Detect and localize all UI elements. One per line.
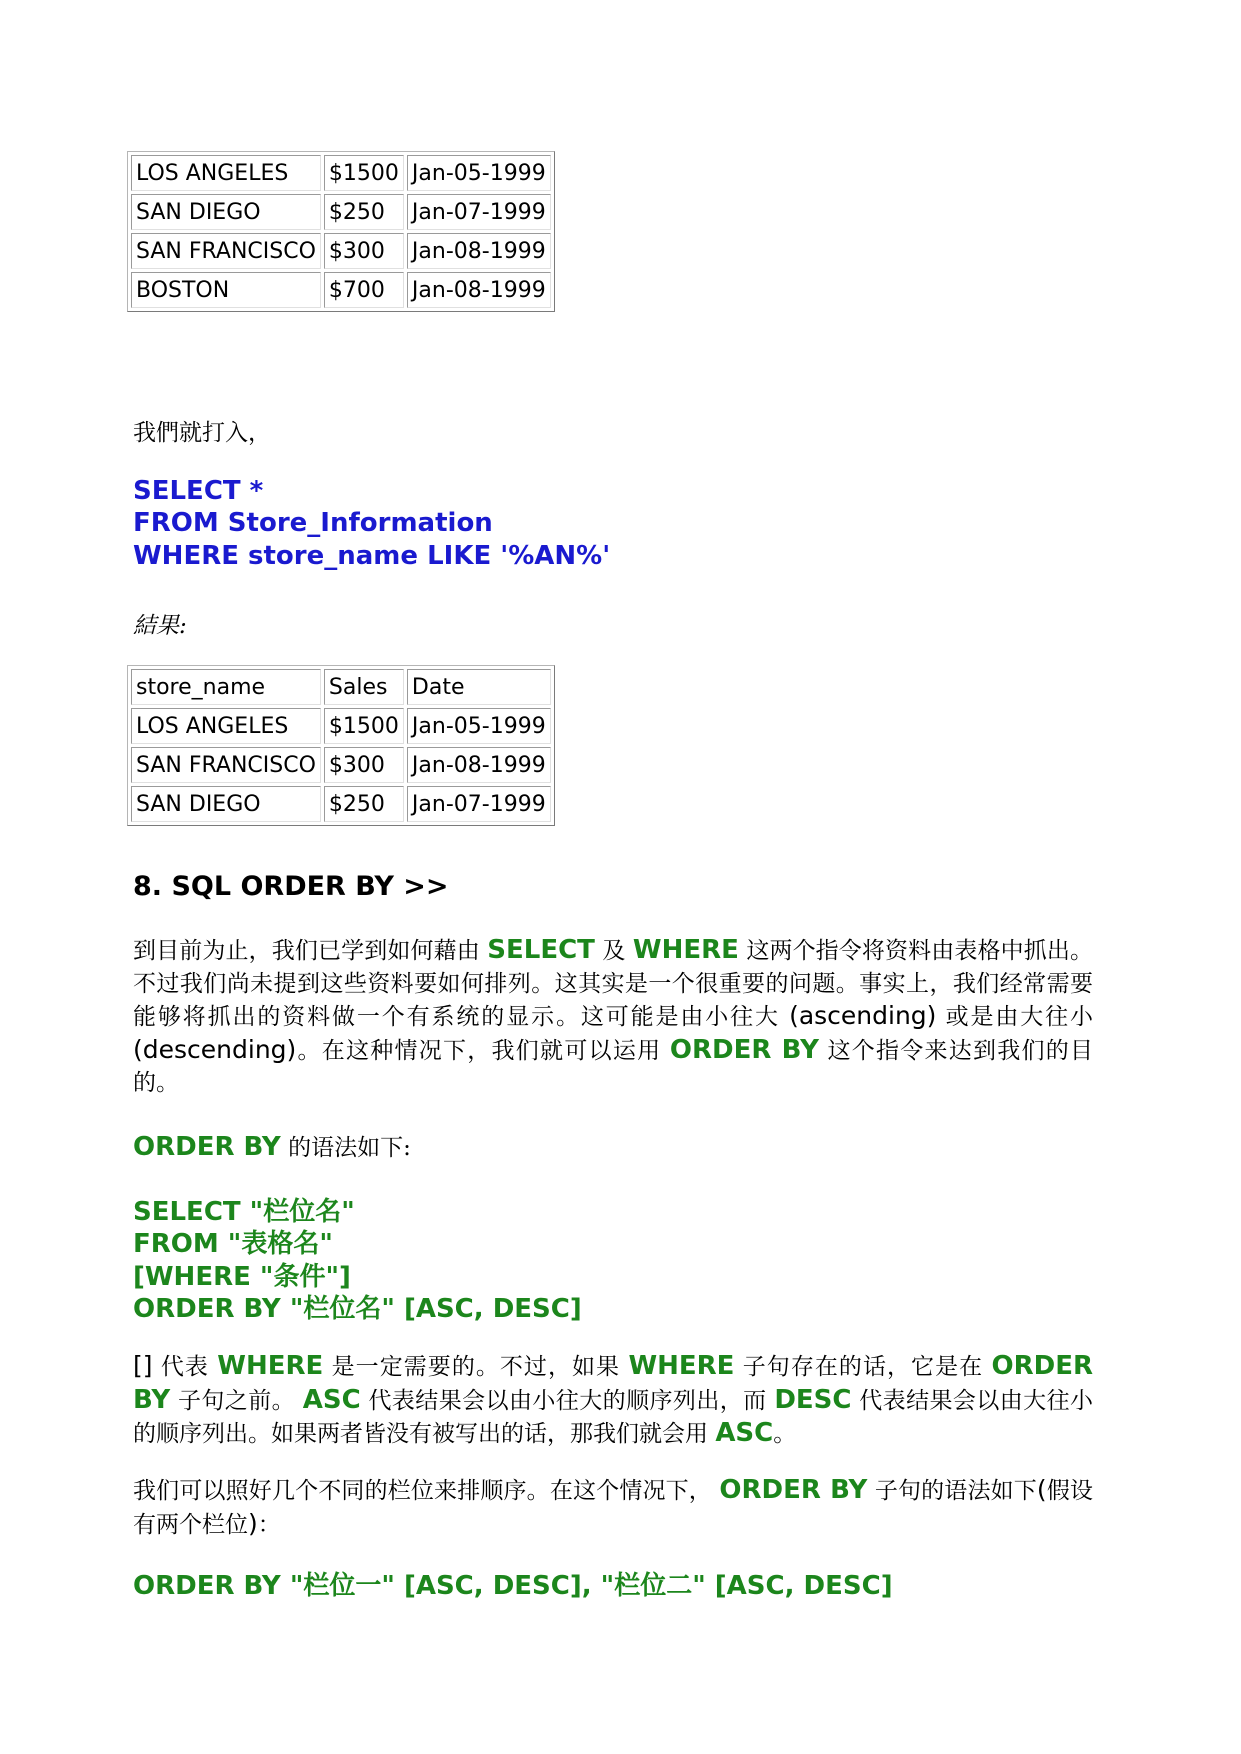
result-table <box>127 665 555 826</box>
table-cell: SAN DIEGO <box>131 786 321 822</box>
table-cell: Jan-07-1999 <box>407 194 551 230</box>
table-cell: $1500 <box>324 708 404 744</box>
table-row <box>131 272 551 308</box>
table-cell: Jan-05-1999 <box>407 708 551 744</box>
keyword: WHERE <box>217 1351 324 1381</box>
text: 及 <box>594 938 633 964</box>
text: ( <box>1036 1475 1047 1504</box>
table-cell: SAN FRANCISCO <box>131 233 321 269</box>
table-cell: $300 <box>324 233 404 269</box>
syntax-line-1: SELECT "栏位名" <box>133 1197 355 1227</box>
section-heading: 8. SQL ORDER BY >> <box>133 871 449 902</box>
keyword: DESC <box>774 1384 852 1415</box>
table-row <box>131 786 551 822</box>
intro-text: 我們就打入， <box>133 420 271 446</box>
keyword: ORDER BY <box>719 1475 868 1505</box>
syntax-intro <box>133 1129 411 1162</box>
table-cell: Jan-07-1999 <box>407 786 551 822</box>
table-row <box>131 194 551 230</box>
table-cell: Jan-08-1999 <box>407 272 551 308</box>
table-header-cell: Date <box>407 669 551 705</box>
paragraph-1 <box>133 934 1093 1100</box>
text: 。在这种情况下，我们就可以运用 <box>296 1037 670 1064</box>
table-cell: $700 <box>324 272 404 308</box>
text: 这个指令来达到我们的目的。 <box>133 1037 1093 1096</box>
table-cell: $1500 <box>324 155 404 191</box>
text: [] <box>133 1351 153 1380</box>
keyword: SELECT <box>487 935 595 965</box>
result-label: 結果: <box>133 613 187 639</box>
text: 是一定需要的。不过，如果 <box>323 1354 629 1380</box>
text: 或是由大往小 <box>936 1004 1094 1030</box>
text: ) <box>248 1508 258 1538</box>
query-line-2: FROM Store_Information <box>133 508 493 538</box>
paragraph-2 <box>133 1350 1093 1451</box>
table-cell: BOSTON <box>131 272 321 308</box>
text: ： <box>257 1511 281 1538</box>
table-row <box>131 708 551 744</box>
text: 。 <box>773 1421 797 1447</box>
table-cell: LOS ANGELES <box>131 155 321 191</box>
syntax-line-4: ORDER BY "栏位名" [ASC, DESC] <box>133 1294 582 1324</box>
text: 子句之前。 <box>170 1387 303 1414</box>
keyword: WHERE <box>632 935 739 965</box>
table-cell: $250 <box>324 194 404 230</box>
text: (descending) <box>133 1034 297 1064</box>
table-cell: $300 <box>324 747 404 783</box>
table-cell: Jan-08-1999 <box>407 233 551 269</box>
keyword: ASC <box>715 1418 774 1448</box>
table-cell: Jan-05-1999 <box>407 155 551 191</box>
syntax-line-2: FROM "表格名" <box>133 1229 333 1259</box>
keyword: ORDER BY <box>133 1132 281 1162</box>
table-row <box>131 747 551 783</box>
query-line-1: SELECT * <box>133 476 264 506</box>
text: 假设有两个栏位 <box>133 1478 1094 1538</box>
keyword: ORDER BY <box>133 1351 1094 1415</box>
store-table <box>127 151 555 312</box>
table-cell: Jan-08-1999 <box>407 747 551 783</box>
keyword: ORDER BY <box>669 1034 819 1065</box>
table-cell: SAN DIEGO <box>131 194 321 230</box>
paragraph-3 <box>133 1474 1093 1541</box>
text: 我们可以照好几个不同的栏位来排顺序。在这个情况下， <box>133 1478 720 1504</box>
text: 这两个指令将资料由表格中抓出。不过我们尚未提到这些资料要如何排列。这其实是一个很重要的问题。事实上，我们经常需要能够将抓出的资料做一个有系统的显示。这可能是由小往大 <box>133 938 1094 1030</box>
keyword: WHERE <box>628 1351 735 1381</box>
table-header-cell: Sales <box>324 669 404 705</box>
table-cell: LOS ANGELES <box>131 708 321 744</box>
table-header-cell: store_name <box>131 669 321 705</box>
text: 到目前为止，我们已学到如何藉由 <box>133 938 488 964</box>
syntax2-line: ORDER BY "栏位一" [ASC, DESC], "栏位二" [ASC, DESC] <box>133 1571 893 1601</box>
table-header-row <box>131 669 551 705</box>
text: 子句存在的话，它是在 <box>734 1354 992 1380</box>
table-cell: $250 <box>324 786 404 822</box>
text: 代表结果会以由大往小的顺序列出。如果两者皆没有被写出的话，那我们就会用 <box>133 1387 1094 1447</box>
text: 子句的语法如下 <box>867 1478 1037 1504</box>
text: 的语法如下: <box>280 1135 411 1161</box>
table-row <box>131 155 551 191</box>
text: 代表结果会以由小往大的顺序列出，而 <box>360 1387 775 1414</box>
query-line-3: WHERE store_name LIKE '%AN%' <box>133 541 611 571</box>
table-cell: SAN FRANCISCO <box>131 747 321 783</box>
text: 代表 <box>152 1354 218 1380</box>
syntax-line-3: [WHERE "条件"] <box>133 1262 351 1292</box>
keyword: ASC <box>302 1384 361 1415</box>
text: (ascending) <box>789 1001 937 1030</box>
table-row <box>131 233 551 269</box>
